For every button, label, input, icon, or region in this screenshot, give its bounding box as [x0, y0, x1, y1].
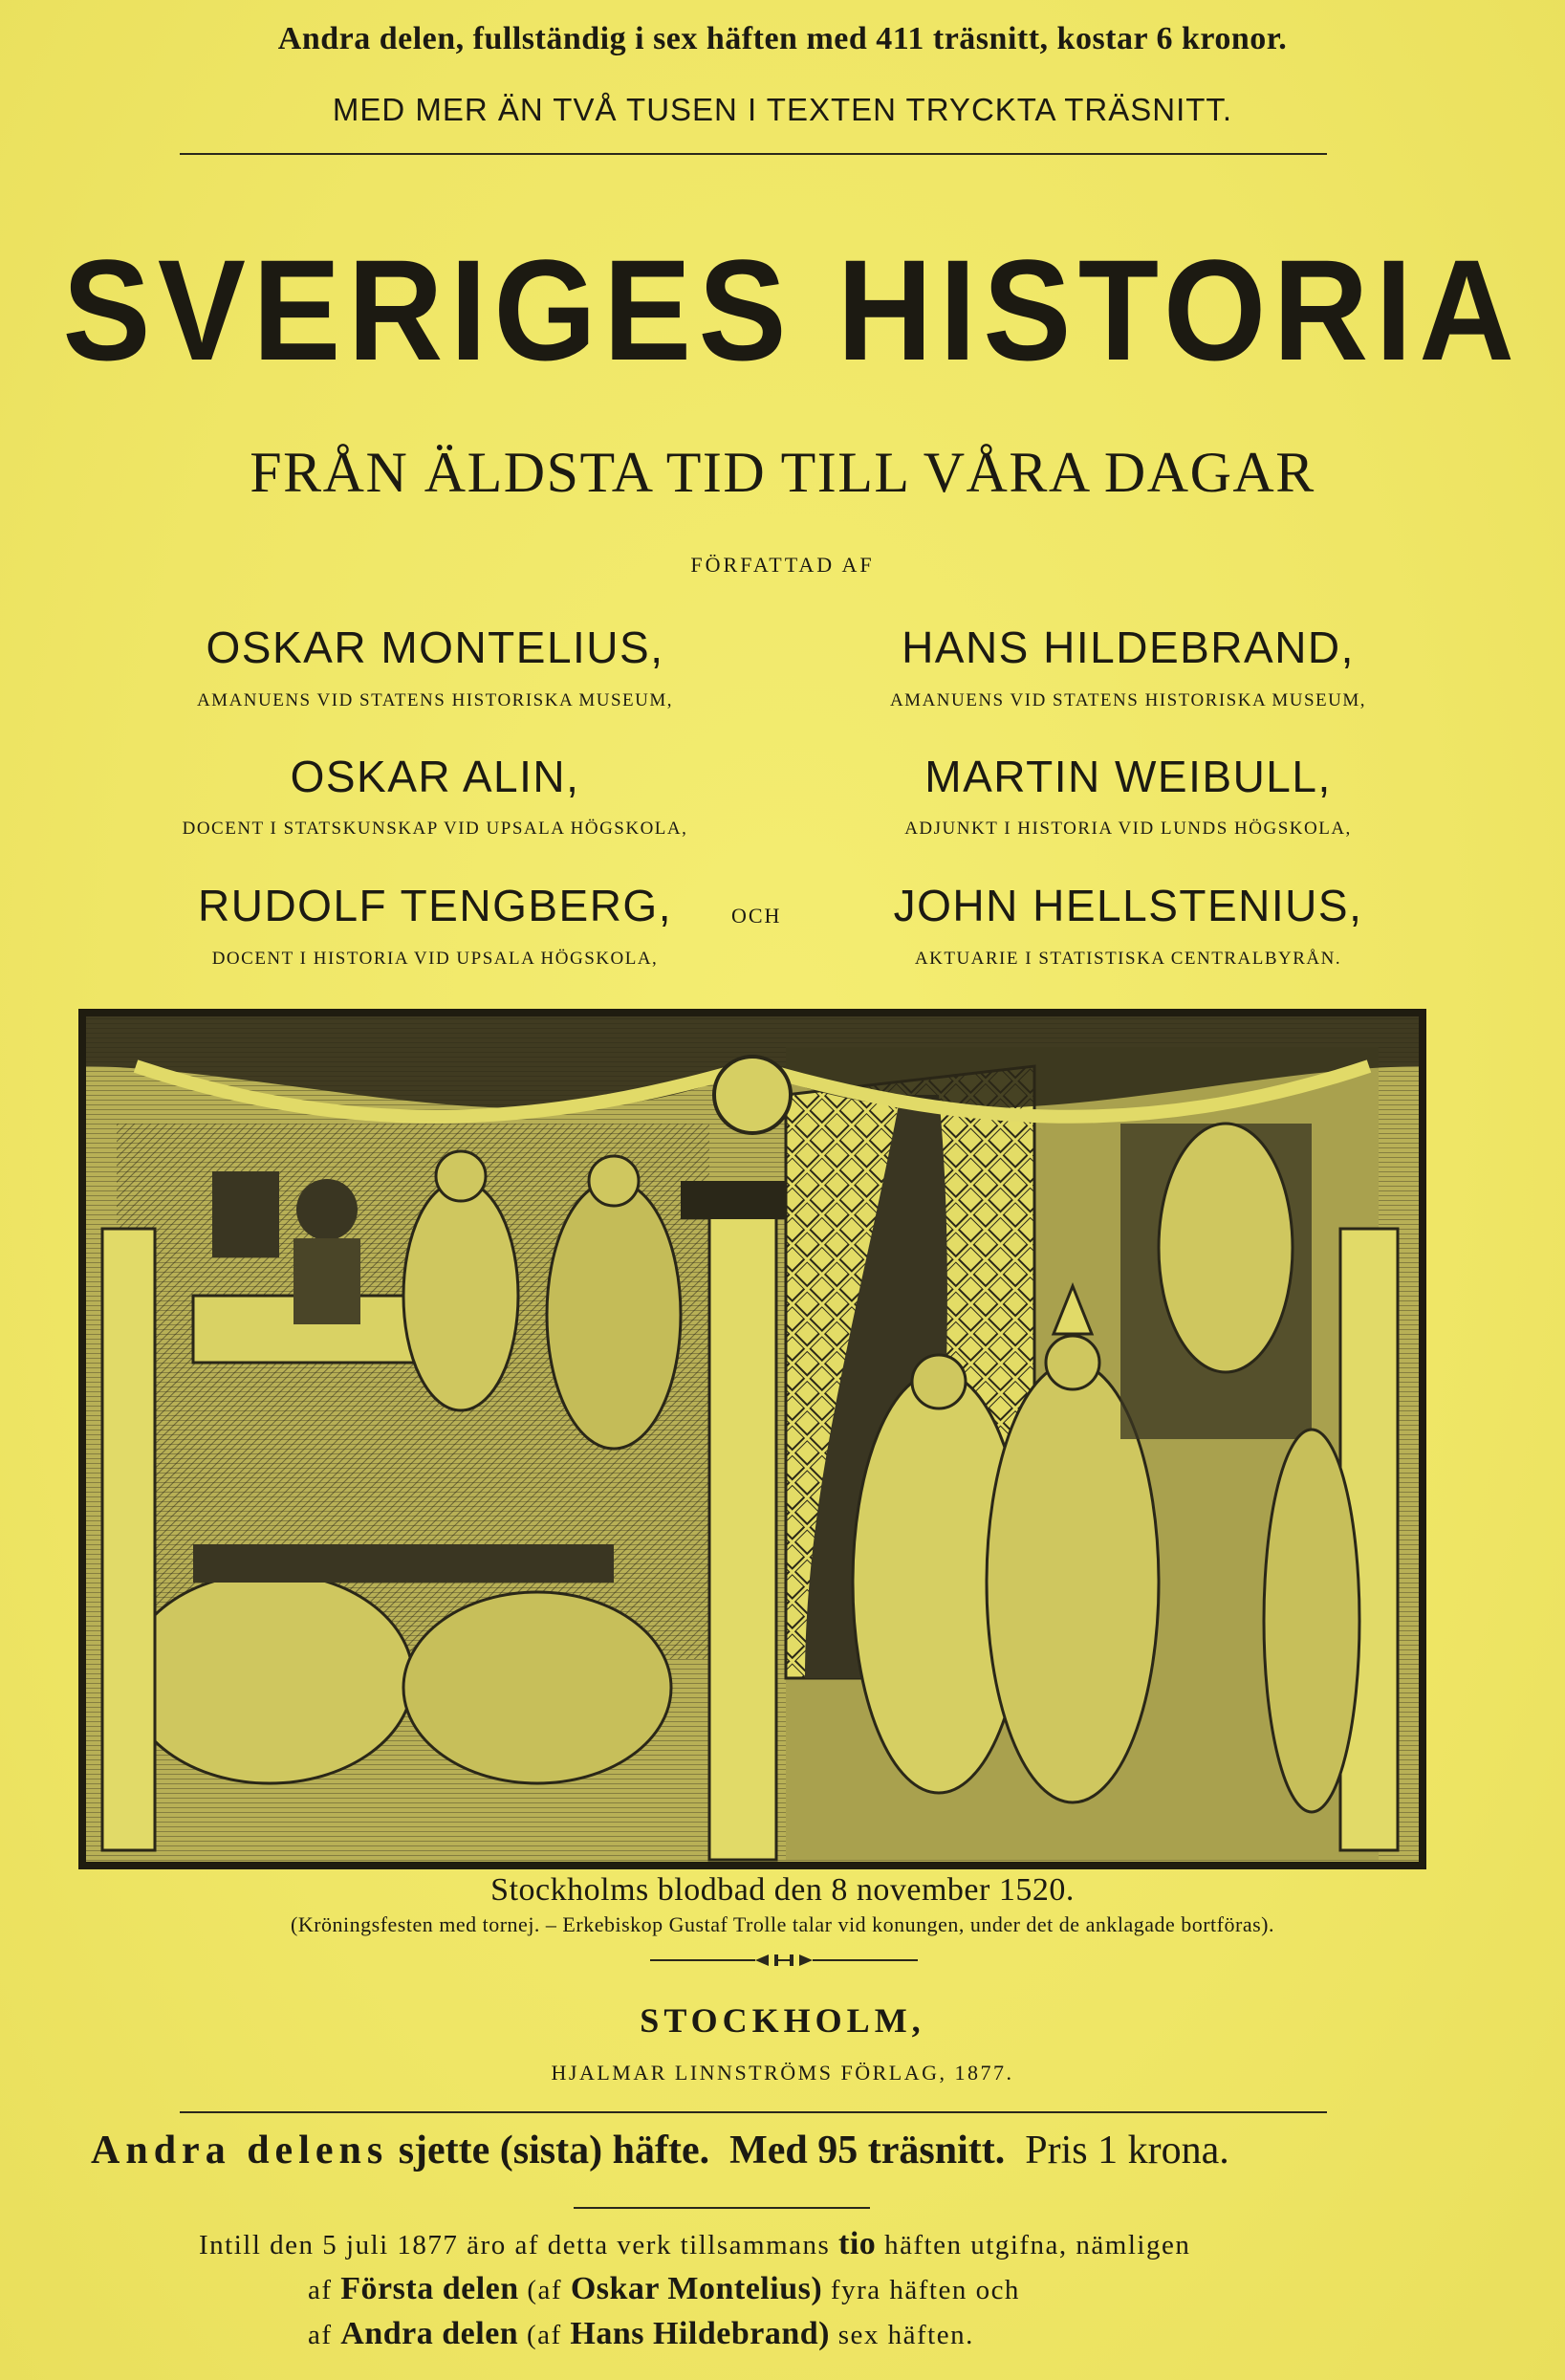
note-line [308, 2316, 974, 2352]
author-role: DOCENT I HISTORIA VID UPSALA HÖGSKOLA, [211, 949, 659, 969]
conjunction: OCH [731, 904, 782, 928]
note-emphasis: Hans Hildebrand) [570, 2316, 830, 2351]
author-role: ADJUNKT I HISTORIA VID LUNDS HÖGSKOLA, [904, 819, 1352, 839]
written-by: FÖRFATTAD AF [690, 553, 875, 577]
author-name: JOHN HELLSTENIUS, [893, 881, 1363, 930]
woodcut-note: MED MER ÄN TVÅ TUSEN I TEXTEN TRYCKTA TRÄSNITT. [332, 92, 1233, 127]
author-role: AMANUENS VID STATENS HISTORISKA MUSEUM, [889, 690, 1367, 710]
issue-part: Andra delens [91, 2129, 389, 2173]
issue-woodcuts: Med 95 träsnitt. [729, 2129, 1006, 2173]
small-rule [574, 2207, 870, 2209]
note-text: Intill den 5 juli 1877 äro af detta verk tillsammans [199, 2230, 831, 2260]
note-emphasis: Första delen [340, 2271, 519, 2306]
note-text: af [308, 2320, 333, 2350]
note-text: häften utgifna, nämligen [884, 2230, 1191, 2260]
note-text: sex häften. [837, 2320, 974, 2350]
author-role: DOCENT I STATSKUNSKAP VID UPSALA HÖGSKOLA, [182, 819, 688, 839]
note-text: fyra häften och [830, 2275, 1020, 2305]
issue-price: Pris 1 krona. [1025, 2129, 1229, 2173]
author-name: OSKAR MONTELIUS, [206, 622, 664, 672]
book-title: SVERIGES HISTORIA [62, 229, 1522, 390]
price-note: Andra delen, fullständig i sex häften med 411 träsnitt, kostar 6 kronor. [277, 21, 1288, 56]
issue-number: sjette (sista) häfte. [398, 2129, 710, 2173]
imprint-publisher: HJALMAR LINNSTRÖMS FÖRLAG, 1877. [551, 2061, 1014, 2085]
note-text: af [308, 2275, 333, 2305]
note-emphasis: Oskar Montelius) [570, 2271, 823, 2306]
author-name: OSKAR ALIN, [290, 752, 580, 801]
illustration-caption: Stockholms blodbad den 8 november 1520. [490, 1872, 1075, 1908]
note-text: (af [526, 2320, 562, 2350]
author-role: AKTUARIE I STATISTISKA CENTRALBYRÅN. [914, 949, 1342, 969]
bottom-rule [180, 2111, 1327, 2113]
note-text: (af [527, 2275, 563, 2305]
note-line [308, 2271, 1020, 2307]
note-line [199, 2226, 1190, 2262]
illustration-caption-detail: (Kröningsfesten med tornej. – Erkebiskop Gustaf Trolle talar vid konungen, under det de anklagade bortföras). [291, 1912, 1274, 1936]
note-emphasis: Andra delen [340, 2316, 519, 2351]
note-emphasis: tio [838, 2226, 877, 2261]
book-subtitle: FRÅN ÄLDSTA TID TILL VÅRA DAGAR [250, 441, 1315, 504]
top-rule [180, 153, 1327, 155]
author-name: HANS HILDEBRAND, [902, 622, 1355, 672]
author-role: AMANUENS VID STATENS HISTORISKA MUSEUM, [196, 690, 674, 710]
author-name: RUDOLF TENGBERG, [198, 881, 672, 930]
issue-line [91, 2128, 1229, 2173]
author-name: MARTIN WEIBULL, [924, 752, 1332, 801]
imprint-place: STOCKHOLM, [640, 2001, 925, 2040]
divider-ornament-icon [650, 1953, 918, 1968]
woodcut-illustration [78, 1009, 1426, 1869]
